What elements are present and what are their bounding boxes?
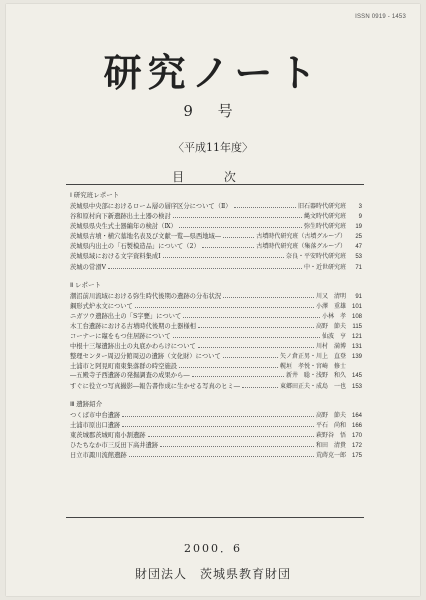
- entry-page: 71: [355, 264, 362, 271]
- entry-title: ―五殿寺子西遺跡の発掘調査の成果から―: [70, 372, 190, 380]
- entry-title: 中根十三塚遺跡出土の丸底かわらけについて: [70, 343, 196, 351]
- entry-author: 仙波 亨: [321, 333, 346, 341]
- entry-page: 25: [355, 234, 362, 241]
- toc-entry[interactable]: [70, 421, 362, 431]
- toc-bottom-rule: [66, 517, 364, 518]
- toc-entry[interactable]: [70, 212, 362, 222]
- toc-entry[interactable]: [70, 352, 362, 362]
- publisher: 財団法人 茨城県教育財団: [134, 567, 291, 581]
- entry-title: 日立市諏川流館遺跡: [70, 451, 127, 459]
- entry-title: 茨城県県央生式土器編年の検討（Ⅸ）: [70, 223, 177, 231]
- entry-title: 茨城県古墳・横穴墓地名表及び文献一覧―県西地域―: [70, 233, 222, 241]
- dot-leader: [163, 253, 284, 258]
- entry-title: コーナーに竈をもつ住居跡について: [70, 333, 171, 341]
- entry-page: 121: [351, 334, 362, 341]
- dot-leader: [173, 333, 320, 338]
- toc-entry[interactable]: [70, 292, 362, 302]
- toc-entry[interactable]: [70, 362, 362, 371]
- dot-leader: [135, 303, 314, 308]
- dot-leader: [183, 313, 320, 318]
- toc-entry[interactable]: [70, 431, 362, 441]
- entry-author: 川村 満博: [315, 343, 346, 351]
- toc-entry[interactable]: [70, 302, 362, 312]
- toc-entry[interactable]: [70, 332, 362, 342]
- entry-title: 木工台遺跡における古墳時代後期の土器様相: [70, 322, 196, 330]
- entry-title: 東茨城郡茨城町南小割遺跡: [70, 431, 146, 439]
- dot-leader: [223, 353, 278, 358]
- entry-title: 茨城の常滑Ⅴ: [70, 263, 107, 271]
- toc-entry[interactable]: [70, 411, 362, 421]
- dot-leader: [122, 422, 314, 427]
- entry-title: 土浦市原出口遺跡: [70, 421, 121, 429]
- entry-title: 潮沼前川流域における弥生時代後期の遺跡の分布状況: [70, 292, 222, 300]
- entry-title: ニガツウ遺跡出土の「S字甕」について: [70, 312, 182, 320]
- entry-page: 131: [351, 344, 362, 351]
- journal-title: 研究ノート: [103, 50, 323, 95]
- entry-author: 小澤 重雄: [315, 302, 346, 310]
- toc-entry[interactable]: [70, 242, 362, 252]
- entry-page: 53: [355, 254, 362, 261]
- dot-leader: [179, 363, 278, 368]
- dot-leader: [242, 383, 278, 388]
- entry-title: 土浦市と阿見町南東集落群の時空施設: [70, 363, 178, 371]
- dot-leader: [223, 233, 254, 238]
- dot-leader: [129, 452, 314, 457]
- entry-title: ひたちなか市三反田下高井遺跡: [70, 441, 159, 449]
- entry-title: つくば市中台遺跡: [70, 411, 121, 419]
- toc-entry[interactable]: [70, 312, 362, 322]
- entry-page: 170: [351, 432, 362, 439]
- entry-page: 47: [355, 244, 362, 251]
- entry-page: 139: [351, 354, 362, 361]
- entry-page: 3: [358, 204, 362, 210]
- issn-number: ISSN 0919 - 1453: [355, 14, 406, 20]
- entry-page: 19: [355, 224, 362, 231]
- entry-title: 整理センター周辺分館周辺の遺跡（文化財）について: [70, 353, 221, 361]
- dot-leader: [122, 412, 314, 417]
- table-of-contents: [70, 190, 362, 468]
- entry-author: 矢ノ倉正男・川上 直登: [279, 353, 346, 361]
- toc-entry[interactable]: [70, 222, 362, 232]
- entry-author: 萩野谷 悟: [315, 431, 346, 439]
- entry-author: 弥生時代研究班: [303, 223, 346, 231]
- dot-leader: [202, 243, 255, 248]
- entry-title: 谷和原村向下新遺跡出土土器の検討: [70, 213, 171, 221]
- section-title: Ⅲ 遺跡紹介: [70, 400, 103, 408]
- toc-entry[interactable]: [70, 371, 362, 381]
- dot-leader: [198, 323, 314, 328]
- entry-title: すぐに役立つ写真撮影―報告書作成に生かせる写真のヒミ―: [70, 382, 241, 390]
- fiscal-year: 〈平成11年度〉: [173, 141, 253, 154]
- entry-page: 153: [351, 383, 362, 390]
- entry-author: 古墳時代研究班（古墳グループ）: [256, 233, 346, 241]
- entry-author: 平石 尚和: [315, 421, 346, 429]
- entry-author: 川又 清明: [315, 292, 346, 300]
- entry-author: 小林 孝: [321, 312, 346, 320]
- entry-author: 縄文時代研究班: [303, 213, 346, 221]
- toc-heading: 目 次: [172, 170, 254, 184]
- entry-page: 172: [351, 442, 362, 449]
- toc-entry[interactable]: [70, 252, 362, 262]
- dot-leader: [160, 442, 314, 447]
- entry-author: 高野 節夫: [315, 411, 346, 419]
- toc-entry[interactable]: [70, 263, 362, 273]
- entry-author: 和田 清貴: [315, 441, 346, 449]
- toc-entry[interactable]: [70, 202, 362, 212]
- dot-leader: [148, 432, 314, 437]
- toc-entry[interactable]: [70, 441, 362, 451]
- entry-title: 茨城県域における文字資料集成Ⅰ: [70, 253, 161, 261]
- entry-author: 中・近世研究班: [303, 263, 346, 271]
- toc-entry[interactable]: [70, 342, 362, 352]
- toc-entry[interactable]: [70, 451, 362, 461]
- entry-author: 旧石器時代研究班: [297, 203, 346, 210]
- entry-title: 茨城県中央部におけるローム層の層序区分について（Ⅱ）: [70, 203, 232, 210]
- dot-leader: [179, 223, 302, 228]
- entry-page: 175: [351, 452, 362, 459]
- dot-leader: [198, 343, 314, 348]
- toc-section: [70, 190, 362, 273]
- entry-author: 新井 聡・浅野 和久: [285, 372, 346, 380]
- entry-author: 奈良・平安時代研究班: [285, 253, 346, 261]
- entry-author: 高野 節夫: [315, 322, 346, 330]
- entry-page: 108: [351, 313, 362, 320]
- entry-page: 101: [351, 303, 362, 310]
- entry-page: 164: [351, 412, 362, 419]
- section-title: Ⅱ レポート: [70, 281, 102, 289]
- entry-page: 91: [355, 293, 362, 300]
- entry-page: 166: [351, 422, 362, 429]
- toc-section: [70, 399, 362, 461]
- entry-author: 荒蒔克一郎: [315, 451, 346, 459]
- dot-leader: [108, 264, 302, 269]
- issue-number: 9 号: [183, 102, 243, 120]
- entry-title: 鋼形式炉永文について: [70, 302, 133, 310]
- dot-leader: [223, 293, 314, 298]
- toc-section: [70, 280, 362, 392]
- entry-page: 9: [358, 214, 362, 221]
- dot-leader: [173, 213, 302, 218]
- toc-entry[interactable]: [70, 232, 362, 242]
- journal-cover: [6, 4, 420, 596]
- entry-author: 幌垣 孝悦・宮崎 修士: [279, 363, 346, 371]
- entry-page: 145: [351, 373, 362, 380]
- publication-date: 2000．6: [184, 542, 242, 555]
- entry-title: 茨城県内出土の「石製模造品」について（2）: [70, 243, 200, 251]
- dot-leader: [192, 372, 284, 377]
- section-title: Ⅰ 研究班レポート: [70, 192, 120, 199]
- entry-page: 115: [352, 323, 362, 330]
- entry-author: 古墳時代研究班（集落グループ）: [256, 243, 346, 251]
- toc-entry[interactable]: [70, 322, 362, 332]
- dot-leader: [234, 203, 296, 208]
- entry-author: 東郷田正夫・成島 一也: [279, 382, 346, 390]
- toc-entry[interactable]: [70, 382, 362, 392]
- toc-top-rule: [66, 184, 364, 185]
